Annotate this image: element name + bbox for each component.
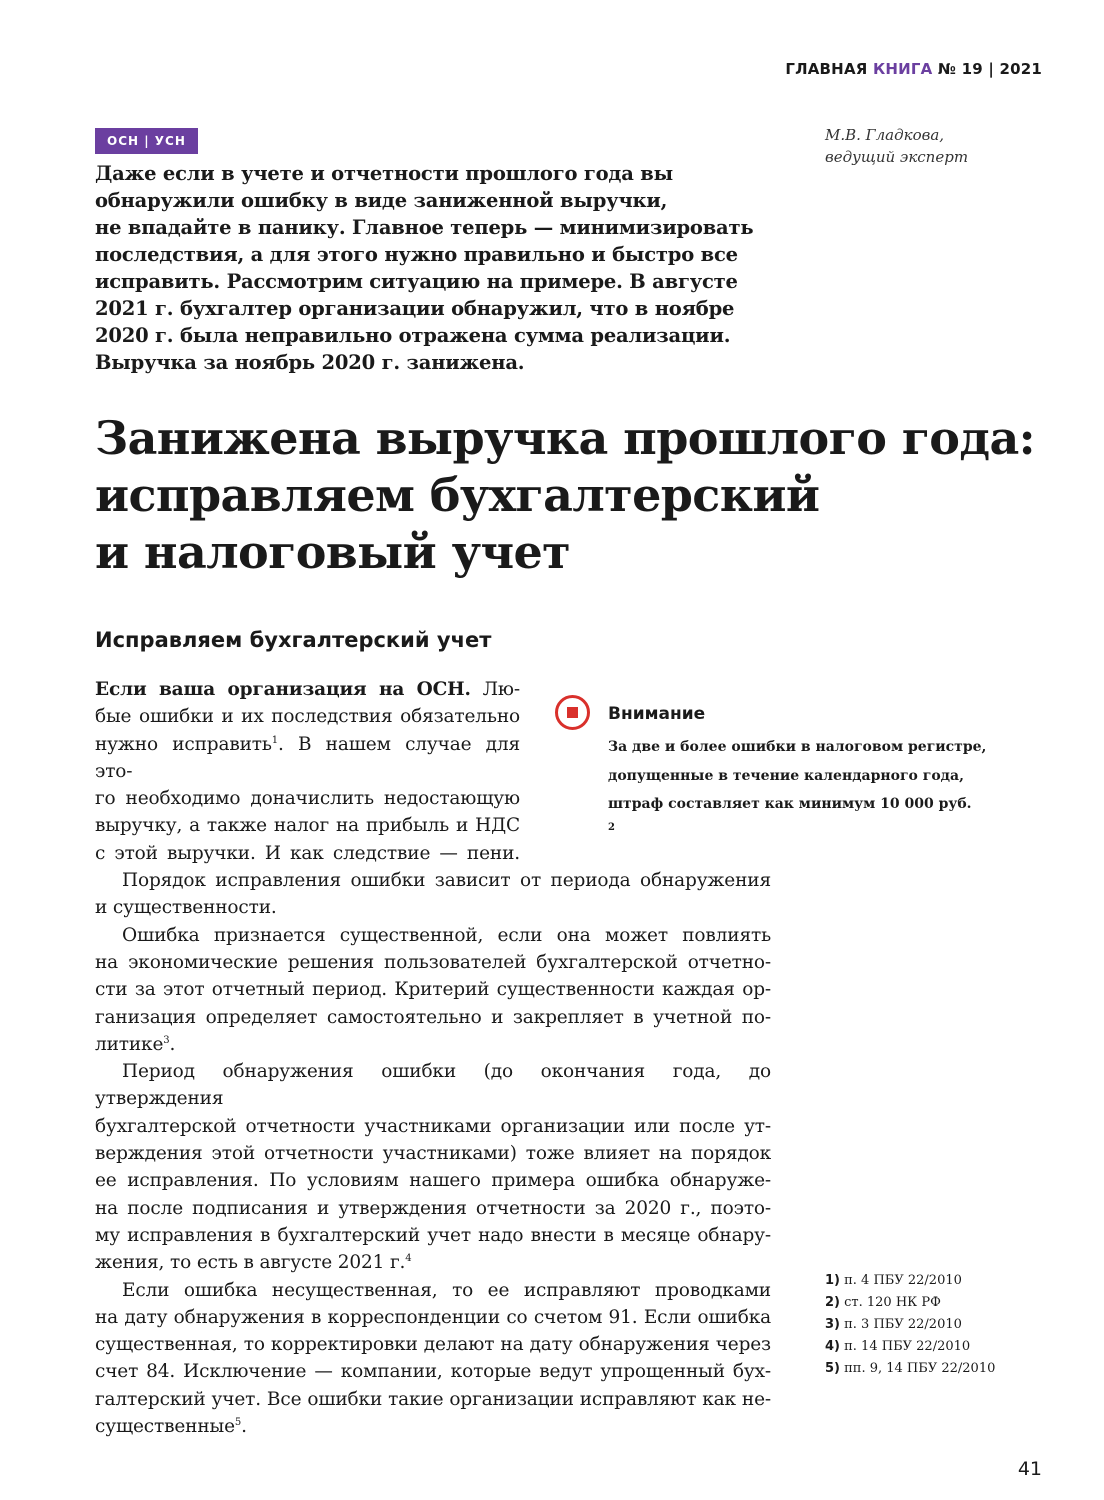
lead-line: 2020 г. была неправильно отражена сумма реализации.: [95, 324, 731, 347]
body-line: ее исправления. По условиям нашего примера ошибка обнаруже-: [95, 1170, 771, 1192]
body-line: литике$^3$.: [95, 1033, 176, 1055]
body-line: му исправления в бухгалтерский учет надо внести в месяце обнару-: [95, 1224, 771, 1246]
body-line: ганизация определяет самостоятельно и закрепляет в учетной по-: [95, 1006, 771, 1028]
footnote-item: 1) п. 4 ПБУ 22/2010: [825, 1273, 962, 1288]
body-line: сти за этот отчетный период. Критерий существенности каждая ор-: [95, 979, 771, 1001]
attention-line: допущенные в течение календарного года,: [608, 767, 964, 784]
body-line: на после подписания и утверждения отчетности за 2020 г., поэто-: [95, 1197, 771, 1219]
lead-line: не впадайте в панику. Главное теперь — минимизировать: [95, 216, 754, 239]
footnotes-list: [825, 1270, 1085, 1380]
lead-paragraph: [95, 160, 785, 376]
body-line: го необходимо доначислить недостающую: [95, 788, 520, 810]
title-line: исправляем бухгалтерский: [95, 468, 820, 522]
footnote-ref-1: 1: [271, 734, 279, 746]
body-line: с этой выручки. И как следствие — пени.: [95, 842, 520, 864]
author-role: ведущий эксперт: [825, 148, 969, 166]
body-line: на экономические решения пользователей бухгалтерской отчетно-: [95, 951, 771, 973]
section-tag: ОСН | УСН: [95, 128, 198, 154]
lead-line: исправить. Рассмотрим ситуацию на примере. В августе: [95, 270, 738, 293]
paragraph-order: [95, 867, 771, 922]
footnote-ref-3: 3: [163, 1034, 170, 1046]
lead-line: обнаружили ошибку в виде заниженной выручки,: [95, 189, 668, 212]
attention-title: Внимание: [608, 704, 706, 724]
lead-line: Выручка за ноябрь 2020 г. занижена.: [95, 351, 525, 374]
osn-lead-bold: Если ваша организация на ОСН.: [95, 679, 471, 700]
body-line: существенные$^5$.: [95, 1416, 247, 1438]
lead-line: последствия, а для этого нужно правильно и быстро все: [95, 243, 738, 266]
lead-line: Даже если в учете и отчетности прошлого года вы: [95, 162, 673, 185]
body-line: и существенности.: [95, 897, 277, 919]
author-block: [825, 124, 1055, 168]
brand-name-part1: ГЛАВНАЯ: [785, 60, 868, 78]
warning-stop-icon: [555, 695, 590, 730]
body-line: нужно исправить$^1$. В нашем случае для это-: [95, 733, 520, 782]
body-line: Порядок исправления ошибки зависит от периода обнаружения: [122, 870, 771, 892]
attention-line: За две и более ошибки в налоговом регистре,: [608, 739, 987, 755]
body-line: счет 84. Исключение — компании, которые ведут упрощенный бух-: [95, 1361, 771, 1383]
issue-year: 2021: [999, 60, 1042, 78]
attention-text: [608, 733, 1048, 847]
footnote-ref-2: 2: [608, 821, 615, 833]
title-line: и налоговый учет: [95, 525, 571, 579]
article-title: [95, 410, 1085, 581]
section-subheading: Исправляем бухгалтерский учет: [95, 628, 492, 652]
lead-line: 2021 г. бухгалтер организации обнаружил, что в ноябре: [95, 297, 735, 320]
body-line: бухгалтерской отчетности участниками организации или после ут-: [95, 1115, 771, 1137]
footnote-item: 4) п. 14 ПБУ 22/2010: [825, 1339, 971, 1354]
issue-number: № 19: [937, 60, 983, 78]
body-line: существенная, то корректировки делают на дату обнаружения через: [95, 1334, 771, 1356]
paragraph-period: [95, 1058, 771, 1276]
body-line: на дату обнаружения в корреспонденции со счетом 91. Если ошибка: [95, 1306, 771, 1328]
footnote-item: 2) ст. 120 НК РФ: [825, 1295, 941, 1310]
attention-line: штраф составляет как минимум 10 000 руб. $^2$: [608, 796, 972, 833]
author-name: М.В. Гладкова,: [825, 126, 945, 144]
footnote-item: 5) пп. 9, 14 ПБУ 22/2010: [825, 1361, 996, 1376]
header-separator: |: [988, 60, 994, 78]
title-line: Занижена выручка прошлого года:: [95, 411, 1036, 465]
body-line: галтерский учет. Все ошибки такие организации исправляют как не-: [95, 1388, 771, 1410]
body-line: бые ошибки и их последствия обязательно: [95, 706, 520, 728]
body-line: Ошибка признается существенной, если она может повлиять: [122, 924, 771, 946]
body-line: Период обнаружения ошибки (до окончания года, до утверждения: [95, 1061, 771, 1110]
body-line: выручку, а также налог на прибыль и НДС: [95, 815, 520, 837]
brand-name-part2: КНИГА: [872, 60, 933, 78]
page-number: 41: [1017, 1458, 1042, 1480]
body-line: верждения этой отчетности участниками) тоже влияет на порядок: [95, 1143, 771, 1165]
footnote-ref-4: 4: [405, 1253, 412, 1265]
body-line: Если ваша организация на ОСН. Лю-: [95, 679, 520, 700]
masthead: [785, 60, 1042, 78]
body-line: жения, то есть в августе 2021 г.$^4$: [95, 1252, 412, 1274]
paragraph-materiality: [95, 922, 771, 1058]
footnote-item: 3) п. 3 ПБУ 22/2010: [825, 1317, 962, 1332]
body-line: Если ошибка несущественная, то ее исправляют проводками: [122, 1279, 771, 1301]
paragraph-correction: [95, 1277, 771, 1441]
footnote-ref-5: 5: [234, 1417, 242, 1429]
